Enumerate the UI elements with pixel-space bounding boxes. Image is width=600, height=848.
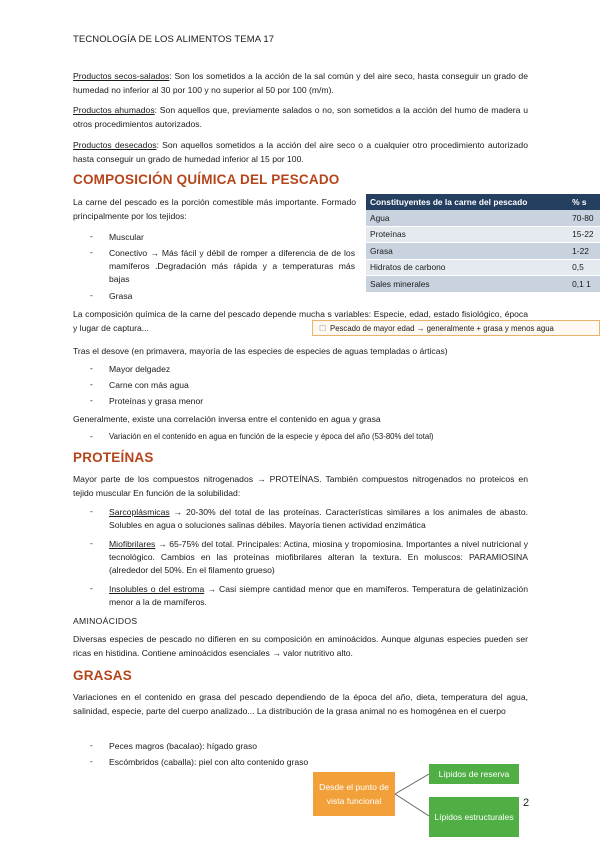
table-cell: 15-22	[568, 226, 600, 243]
term-desecados: Productos desecados	[73, 140, 157, 150]
text-ahumados: : Son aquellos que, previamente salados o no, son sometidos a la acción del humo de madera u otros procedimientos autorizados.	[73, 105, 528, 129]
table-cell: Proteínas	[366, 226, 568, 243]
text-sarcoplasmicas: → 20-30% del total de las proteínas. Características similares a los animales de abasto. Solubles en agua o soluciones salinas débiles. Mayoría tienen actividad enzimática	[109, 507, 528, 530]
bullet-dash: -	[90, 379, 93, 389]
bullet-dash: -	[90, 431, 93, 441]
text-salados: : Son los sometidos a la acción de la sal común y del aire seco, hasta conseguir un grado de humedad no inferior al 30 por 100 y no superior al 50 por 100 (m/m).	[73, 71, 528, 95]
table-cell: Agua	[366, 210, 568, 226]
heading-proteinas: PROTEÍNAS	[73, 450, 154, 465]
desove-item: Carne con más agua	[109, 380, 189, 390]
table-header-cell: Constituyentes de la carne del pescado	[366, 194, 568, 210]
bullet-dash: -	[90, 363, 93, 373]
term-sarcoplasmicas: Sarcoplásmicas	[109, 507, 170, 517]
aminoacidos-text: Diversas especies de pescado no difieren en su composición en aminoácidos. Aunque algunas especies pueden ser ricas en histidina. Contiene aminoácidos esenciales → valor nutritivo alto.	[73, 634, 528, 658]
page-number: 2	[523, 797, 530, 809]
text-insolubles: → Casi siempre cantidad menor que en mamíferos. Temperatura de gelatinización menor a la de mamíferos.	[109, 584, 528, 607]
bullet-dash: -	[90, 395, 93, 405]
table-header-cell: % s	[568, 194, 600, 210]
variacion-text: Variación en el contenido en agua en función de la especie y época del año (53-80% del total)	[109, 432, 434, 441]
table-cell: 1-22	[568, 243, 600, 260]
grasas-item: Escómbridos (caballa): piel con alto contenido graso	[109, 757, 309, 767]
bullet-dash: -	[90, 583, 93, 593]
bullet-dash: -	[90, 290, 93, 300]
tejido-muscular: Muscular	[109, 232, 144, 242]
bullet-dash: -	[90, 231, 93, 241]
grasas-item: Peces magros (bacalao): hígado graso	[109, 741, 258, 751]
desove-item: Proteínas y grasa menor	[109, 396, 204, 406]
term-salados: Productos secos-salados	[73, 71, 170, 81]
page-header: TECNOLOGÍA DE LOS ALIMENTOS TEMA 17	[73, 34, 275, 45]
text-miofibrilares: → 65-75% del total. Principales: Actina, miosina y tropomiosina. Importantes a nivel nutricional y tecnológico. Cambios en las proteínas miofibrilares alteran la textura. En moluscos: PARAMIOSINA (alrededor del 50%. En el filamento grueso)	[109, 539, 528, 575]
composicion-intro: La carne del pescado es la porción comestible más importante. Formado principalmente por los tejidos:	[73, 197, 356, 221]
tejido-conectivo: Conectivo → Más fácil y débil de romper a diferencia de de los mamíferos .Degradación más rápida y a temperaturas más bajas	[109, 248, 355, 284]
desove-text: Tras el desove (en primavera, mayoría de las especies de especies de aguas templadas o árticas)	[73, 346, 448, 356]
table-cell: 0,5	[568, 259, 600, 276]
proteinas-intro: Mayor parte de los compuestos nitrogenados → PROTEÍNAS. También compuestos nitrogenados no proteicos en tejido muscular En función de la solubilidad:	[73, 474, 528, 498]
table-cell: Grasa	[366, 243, 568, 260]
term-insolubles: Insolubles o del estroma	[109, 584, 205, 594]
bullet-dash: -	[90, 740, 93, 750]
heading-composicion: COMPOSICIÓN QUÍMICA DEL PESCADO	[73, 172, 340, 187]
grasas-intro: Variaciones en el contenido en grasa del pescado dependiendo de la época del año, dieta, temperatura del agua, salinidad, especie, parte del cuerpo analizado... La distribución de la grasa animal no es homogénea en el cuerpo	[73, 692, 528, 716]
table-cell: Sales minerales	[366, 276, 568, 293]
subheading-aminoacidos: AMINOÁCIDOS	[73, 616, 138, 626]
term-ahumados: Productos ahumados	[73, 105, 155, 115]
table-cell: 0,1 1	[568, 276, 600, 293]
heading-grasas: GRASAS	[73, 668, 132, 683]
bullet-dash: -	[90, 247, 93, 257]
note-text: Pescado de mayor edad → generalmente + grasa y menos agua	[330, 324, 554, 333]
diagram-box-estructurales: Lípidos estructurales	[429, 797, 519, 837]
bullet-dash: -	[90, 506, 93, 516]
note-icon: ☐	[319, 324, 326, 333]
bullet-dash: -	[90, 756, 93, 766]
table-cell: Hidratos de carbono	[366, 259, 568, 276]
bullet-dash: -	[90, 538, 93, 548]
table-cell: 70-80	[568, 210, 600, 226]
desove-item: Mayor delgadez	[109, 364, 171, 374]
term-miofibrilares: Miofibrilares	[109, 539, 156, 549]
tejido-grasa: Grasa	[109, 291, 133, 301]
depends-text: La composición química de la carne del pescado depende mucha s variables: Especie, edad, estado fisiológico, época y lugar de captura...	[73, 309, 528, 333]
diagram-box-reserva: Lípidos de reserva	[429, 764, 519, 784]
correlacion-text: Generalmente, existe una correlación inversa entre el contenido en agua y grasa	[73, 414, 381, 424]
diagram-center-box: Desde el punto de vista funcional	[313, 772, 395, 816]
text-desecados: : Son aquellos sometidos a la acción del aire seco o a cualquier otro procedimiento autorizado hasta conseguir un grado de humedad inferior al 15 por 100.	[73, 140, 528, 164]
